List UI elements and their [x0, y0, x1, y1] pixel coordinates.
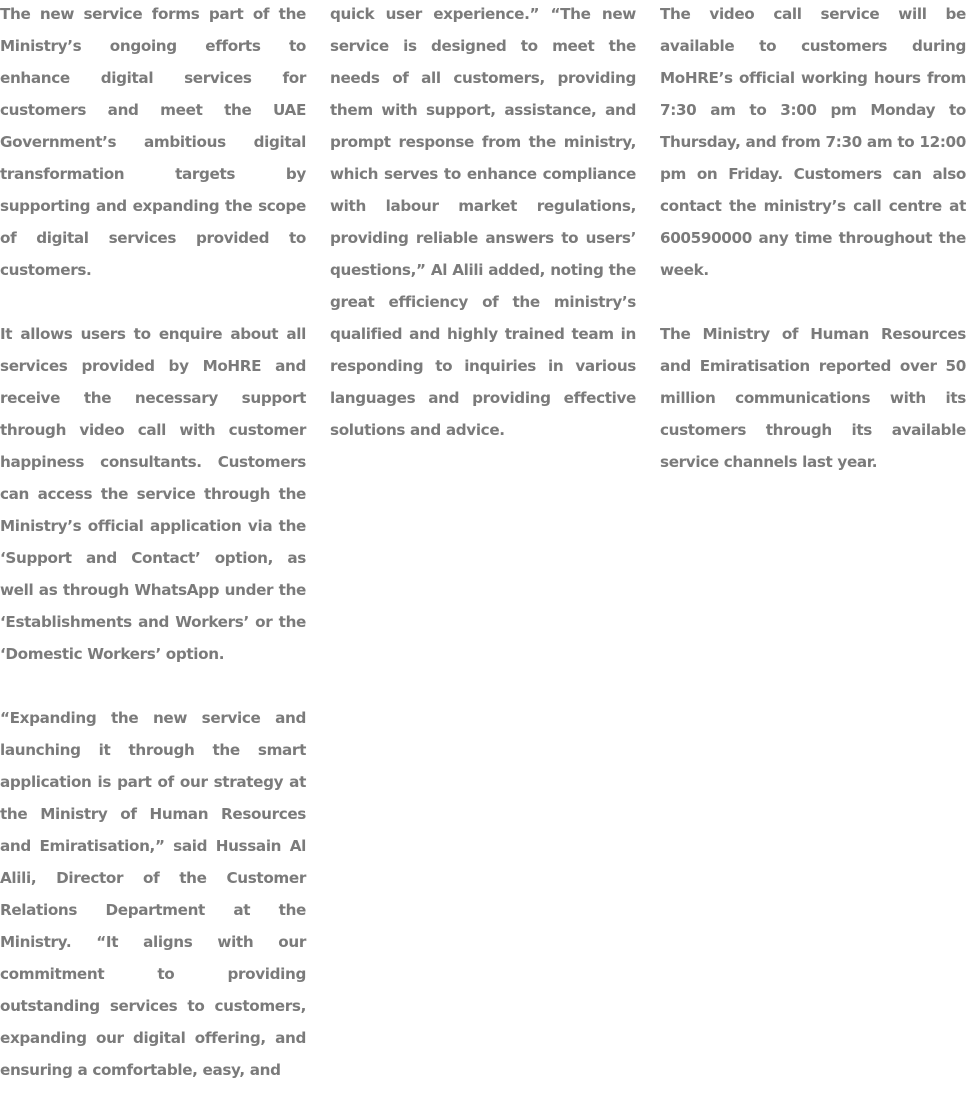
paragraph-new-service: The new service forms part of the Ministry’s ongoing efforts to enhance digital services for customers and meet the UAE Government’s ambitious digital transformation targets by supporting and expanding the scope of digital services provided to customers.: [0, 5, 306, 279]
paragraph-working-hours: The video call service will be available to customers during MoHRE’s official working hours from 7:30 am to 3:00 pm Monday to Thursday, and from 7:30 am to 12:00 pm on Friday. Customers can also contact the ministry’s call centre at 600590000 any time throughout the week.: [660, 5, 966, 279]
paragraph-service-access: It allows users to enquire about all services provided by MoHRE and receive the necessary support through video call with customer happiness consultants. Customers can access the service through the Ministry’s official application via the ‘Support and Contact’ option, as well as through WhatsApp under the ‘Establishments and Workers’ or the ‘Domestic Workers’ option.: [0, 325, 306, 663]
paragraph-director-quote: “Expanding the new service and launching it through the smart application is part of our strategy at the Ministry of Human Resources and Emiratisation,” said Hussain Al Alili, Director of the Customer Relations Department at the Ministry. “It aligns with our commitment to providing outstanding services to customers, expanding our digital offering, and ensuring a comfortable, easy, and: [0, 709, 306, 1079]
article-column-1: [0, 0, 306, 1120]
paragraph-communications-stats: The Ministry of Human Resources and Emiratisation reported over 50 million communications with its customers through its available service channels last year.: [660, 325, 966, 471]
paragraph-quote-continued: quick user experience.” “The new service is designed to meet the needs of all customers, providing them with support, assistance, and prompt response from the ministry, which serves to enhance compliance with labour market regulations, providing reliable answers to users’ questions,” Al Alili added, noting the great efficiency of the ministry’s qualified and highly trained team in responding to inquiries in various languages and providing effective solutions and advice.: [330, 5, 636, 439]
article-column-3: [660, 0, 966, 512]
article-column-2: [330, 0, 636, 480]
